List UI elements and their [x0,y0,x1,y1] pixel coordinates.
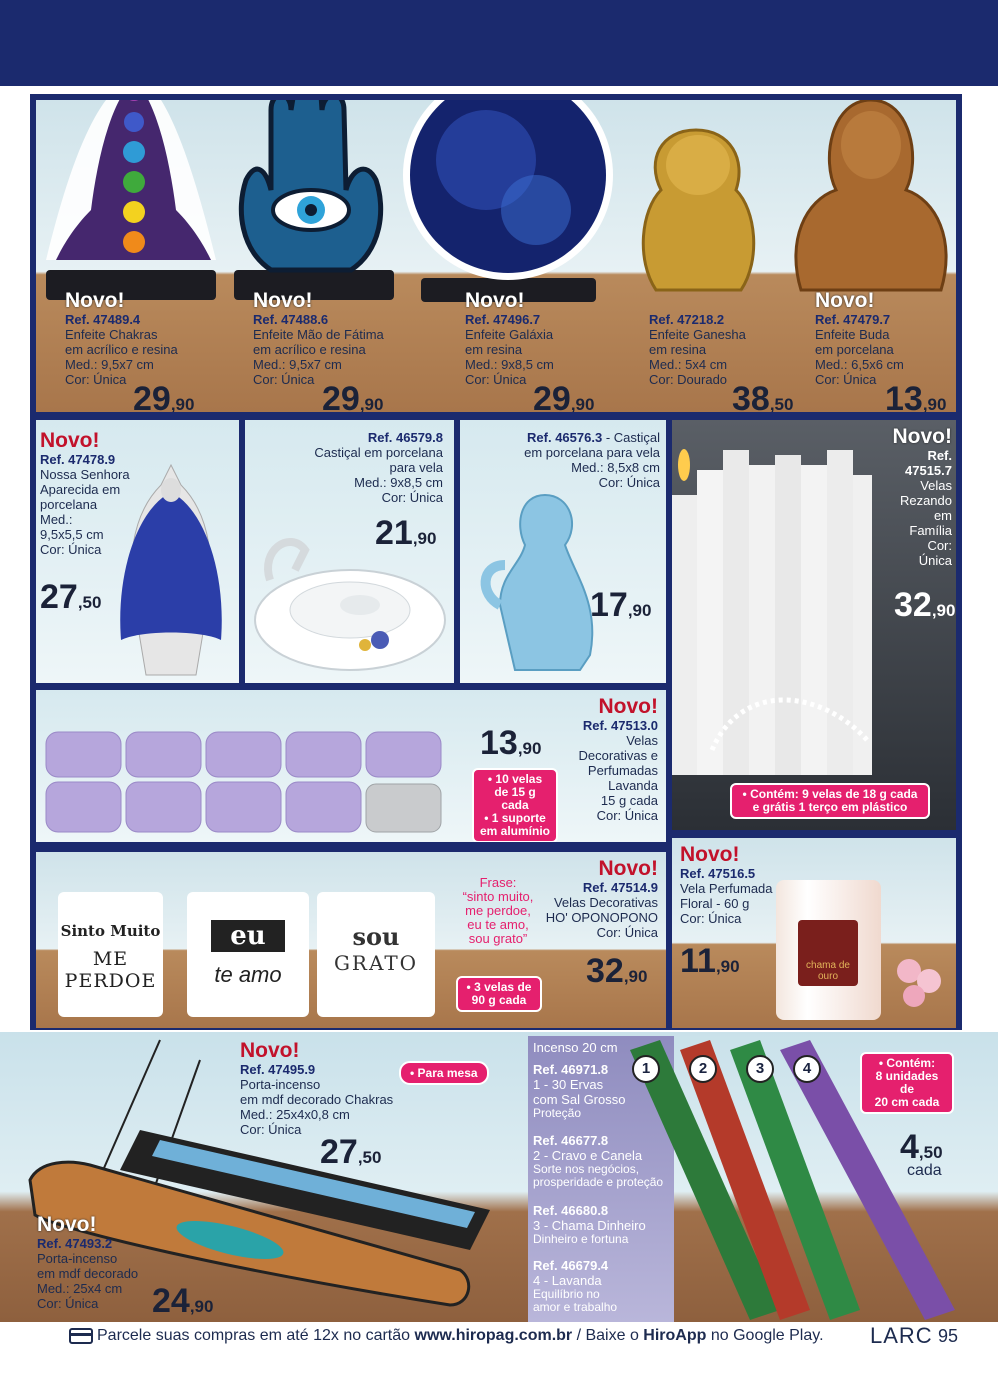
panel-aparecida [36,420,239,683]
product-ref: Ref. 47489.4 [65,312,141,327]
product-ref: Ref. 47514.9 [582,880,658,895]
footer-app-name: HiroApp [643,1327,707,1344]
product-ref: Ref. 47495.9 [240,1062,316,1077]
incense-number-3: 3 [746,1055,774,1083]
product-ref: Ref. 46677.8 [533,1133,609,1148]
product-desc: Enfeite Buda [815,327,890,342]
product-desc: Porta-incenso [37,1251,118,1266]
product-size: Med.: 8,5x8 cm [571,460,660,475]
ganesha-image [626,100,776,300]
price-vela-floral: 11,90 [680,942,740,980]
panel-velas-lavanda [36,690,666,842]
product-ref: Ref. 47513.0 [582,718,658,733]
contents-badge: • 10 velas de 15 g cada • 1 suporte em alumínio [472,768,558,842]
product-desc: Aparecida em [40,482,121,497]
castical-blue-image [480,485,610,680]
candle-text: sou [352,922,400,951]
contents-badge: • Contém: 9 velas de 18 g cada e grátis 1 terço em plástico [730,783,930,819]
product-ref: Ref. 46680.8 [533,1203,609,1218]
product-desc: para vela [389,460,443,475]
product-color: Cor: Única [815,372,877,387]
footer-site-link[interactable]: www.hiropag.com.br [414,1327,573,1344]
price-castical-1: 21,90 [375,514,437,552]
product-desc: em mdf decorado [37,1266,139,1281]
product-ref: Ref. 47493.2 [37,1236,113,1251]
product-desc: Família [909,523,952,538]
product-color: Cor: Única [598,475,660,490]
novo-label: Novo! [815,289,875,312]
chakras-figure-image [36,100,236,310]
candle-text: Sinto Muito [60,922,161,940]
panel-castical-2 [460,420,666,683]
product-buda [815,290,955,387]
product-color: Cor: Única [596,925,658,940]
product-desc: Velas [920,478,952,493]
product-desc: em mdf decorado Chakras [240,1092,394,1107]
product-porta-chakras [240,1040,415,1137]
panel-vela-floral [672,838,956,1028]
product-ref: Ref. 47488.6 [253,312,329,327]
product-desc: em acrílico e resina [253,342,366,357]
chama-de-ouro-logo: chama de ouro [798,920,858,986]
contents-badge: • Contém: 8 unidades de 20 cm cada [860,1052,954,1114]
incense-number-2: 2 [689,1055,717,1083]
incense-number-1: 1 [632,1055,660,1083]
product-vela-floral [680,844,820,926]
product-ref: Ref. 47516.5 [680,866,756,881]
incense-number-4: 4 [793,1055,821,1083]
price-note: cada [907,1162,942,1179]
product-ref: Ref. 47478.9 [40,452,116,467]
product-size: Med.: 5x4 cm [649,357,728,372]
hamsa-image [226,100,416,310]
galaxy-disc-image [416,100,616,310]
product-ref: Ref. 47479.7 [815,312,891,327]
product-color: Cor: Única [680,911,742,926]
flowers-icon [884,946,954,1016]
product-color: Cor: Única [465,372,527,387]
product-desc: Rezando [899,493,952,508]
product-ganesha [649,312,799,387]
product-desc: Perfumadas [587,763,658,778]
candle-text: eu [211,920,285,952]
price-porta-mdf: 24,90 [152,1282,214,1320]
product-desc: Nossa Senhora [40,467,130,482]
product-color: Cor: Única [381,490,443,505]
product-desc: Velas Decorativas [553,895,658,910]
product-color: Cor: Única [37,1296,99,1311]
novo-label: Novo! [40,429,100,452]
incense-desc: Proteção [533,1106,582,1120]
incense-name: 2 - Cravo e Canela [533,1148,643,1163]
candle-text: GRATO [333,951,419,975]
buddha-image [781,100,956,300]
product-desc: em [933,508,952,523]
product-ref: Ref. [927,448,952,463]
product-desc: Lavanda [608,778,658,793]
product-aparecida [40,430,160,557]
product-size: Med.: 6,5x6 cm [815,357,904,372]
product-desc: Enfeite Galáxia [465,327,554,342]
incense-desc: prosperidade e proteção [533,1175,664,1189]
product-ref: Ref. 47218.2 [649,312,725,327]
product-desc: em porcelana para vela [524,445,660,460]
product-desc: Enfeite Mão de Fátima [253,327,384,342]
candle-text: te amo [214,962,282,987]
product-color: Cor: [927,538,952,553]
panel-row1 [36,100,956,412]
product-size: Med.: 9,5x7 cm [253,357,342,372]
product-size: 15 g cada [600,793,658,808]
product-desc: Porta-incenso [240,1077,321,1092]
product-size: Med.: 25x4x0,8 cm [240,1107,350,1122]
product-desc: em resina [465,342,523,357]
price-hooponopono: 32,90 [586,952,648,990]
price-aparecida: 27,50 [40,578,102,616]
candle-text: ME PERDOE [64,948,157,992]
price-velas-lavanda: 13,90 [480,724,542,762]
novo-label: Novo! [598,695,658,718]
product-hooponopono [521,858,658,940]
product-ref: Ref. 46579.8 [367,430,443,445]
product-desc: Floral - 60 g [680,896,750,911]
lavender-tealights-image [41,702,461,837]
incense-name: 1 - 30 Ervas [533,1077,604,1092]
product-size: Med.: 9x8,5 cm [354,475,443,490]
product-chakras [65,290,245,387]
product-desc: porcelana [40,497,98,512]
product-ref: Ref. 47496.7 [465,312,541,327]
product-ref: Ref. 46679.4 [533,1258,609,1273]
product-color: Cor: Única [596,808,658,823]
product-desc: em resina [649,342,707,357]
product-castical-2 [480,430,660,490]
product-desc: Decorativas e [578,748,658,763]
incense-desc: Equilíbrio no [533,1287,600,1301]
novo-label: Novo! [892,425,952,448]
novo-label: Novo! [37,1213,97,1236]
product-size: Med.: 9,5x7 cm [65,357,154,372]
novo-label: Novo! [253,289,313,312]
price-buda: 13,90 [885,380,947,412]
product-desc: Castiçal em porcelana [314,445,443,460]
footer [0,1322,998,1382]
price-galaxia: 29,90 [533,380,595,412]
product-ref: Ref. 46971.8 [533,1062,609,1077]
product-size: Med.: 9x8,5 cm [465,357,554,372]
credit-card-icon [69,1328,93,1344]
brand-logo: LARC [870,1323,933,1348]
product-desc: HO' OPONOPONO [545,910,658,925]
product-desc: Vela Perfumada [680,881,773,896]
product-color: Cor: Única [40,542,102,557]
product-size: Med.: [40,512,73,527]
product-desc: Enfeite Ganesha [649,327,746,342]
price-ganesha: 38,50 [732,380,794,412]
product-color: Cor: Dourado [649,372,728,387]
price-velas-familia: 32,90 [894,586,956,624]
footer-text: Parcele suas compras em até 12x no cartão www.hiropag.com.br / Baixe o HiroApp no Google Play. [97,1327,824,1344]
product-desc: em acrílico e resina [65,342,178,357]
product-color: Cor: Única [240,1122,302,1137]
incense-desc: Dinheiro e fortuna [533,1232,629,1246]
incense-desc: amor e trabalho [533,1300,618,1314]
panel-hooponopono [36,852,666,1028]
phrase-text: Frase: “sinto muito, me perdoe, eu te amo, sou grato” [462,875,534,946]
panel-castical-1 [245,420,454,683]
price-incenso: 4,50 [900,1128,943,1166]
price-chakras: 29,90 [133,380,195,412]
candle-sinto-muito [58,892,163,1017]
product-castical-1 [285,430,443,505]
product-ref: 47515.7 [905,463,952,478]
para-mesa-pill: • Para mesa [399,1061,489,1085]
candle-sou-grato [317,892,435,1017]
product-velas-familia [842,426,952,568]
product-velas-lavanda [551,696,658,823]
price-castical-2: 17,90 [590,586,652,624]
incense-name: 4 - Lavanda [533,1273,602,1288]
panel-velas-familia [672,420,956,830]
product-color: Cor: Única [253,372,315,387]
incense-name: 3 - Chama Dinheiro [533,1218,646,1233]
novo-label: Novo! [65,289,125,312]
incense-desc: Sorte nos negócios, [533,1162,640,1176]
contents-badge: • 3 velas de 90 g cada [456,976,542,1012]
product-ref: Ref. 46576.3 - Castiçal [527,430,660,445]
novo-label: Novo! [465,289,525,312]
product-size: 9,5x5,5 cm [40,527,104,542]
product-color: Cor: Única [65,372,127,387]
product-desc: Velas [626,733,658,748]
price-mao-fatima: 29,90 [322,380,384,412]
product-mao-fatima [253,290,443,387]
novo-label: Novo! [598,857,658,880]
product-color: Única [918,553,952,568]
incense-header: Incenso 20 cm [533,1040,618,1055]
incense-name: com Sal Grosso [533,1092,626,1107]
page-number: 95 [938,1326,959,1346]
product-size: Med.: 25x4 cm [37,1281,123,1296]
product-galaxia [465,290,625,387]
novo-label: Novo! [240,1039,300,1062]
price-porta-chakras: 27,50 [320,1133,382,1171]
top-banner [0,0,998,86]
candle-eu-te-amo [187,892,309,1017]
product-desc: em porcelana [815,342,894,357]
novo-label: Novo! [680,843,740,866]
product-desc: Enfeite Chakras [65,327,158,342]
